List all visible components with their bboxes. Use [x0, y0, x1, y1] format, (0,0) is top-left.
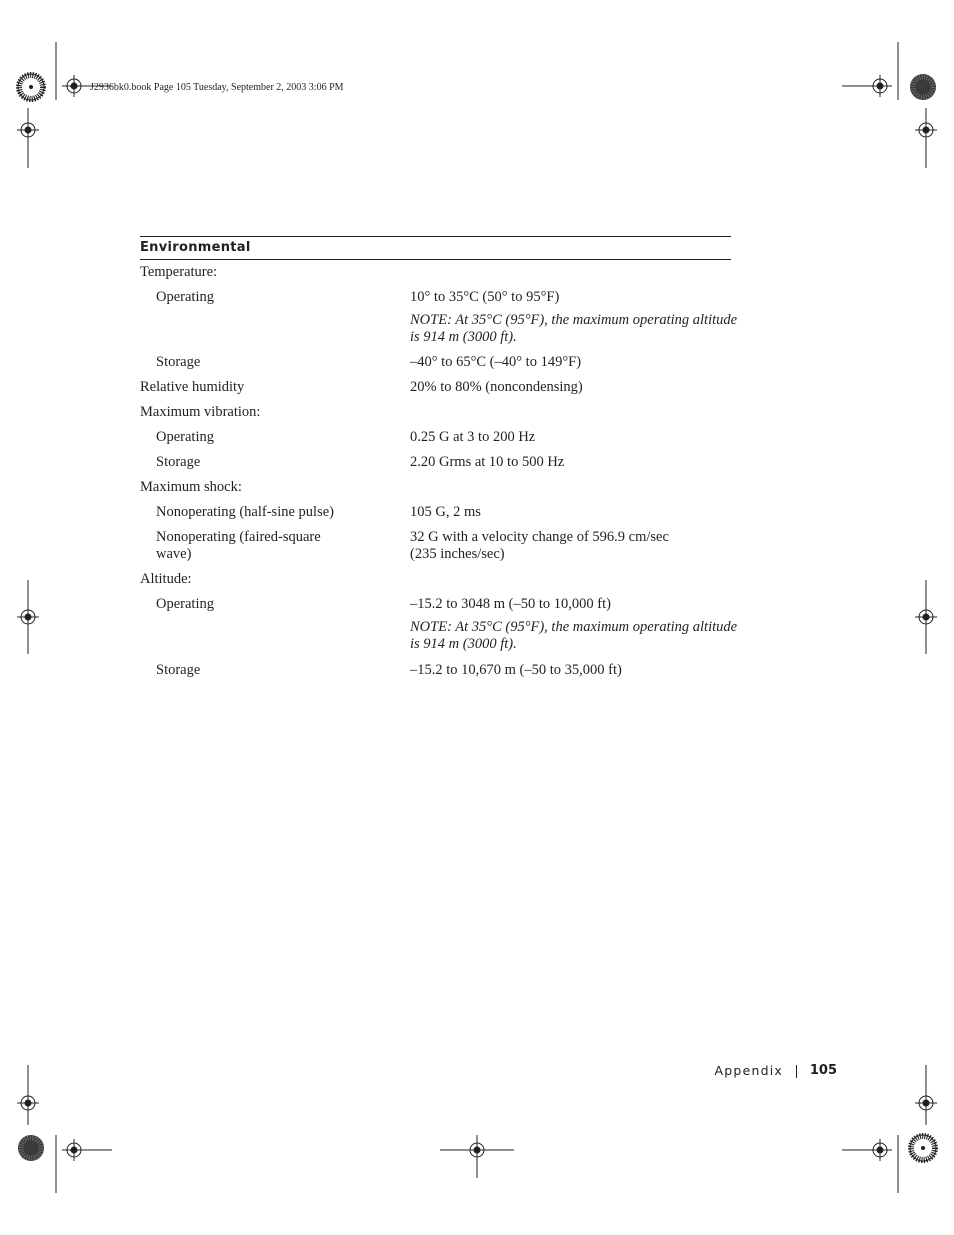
- footer-separator: [796, 1065, 797, 1078]
- alt-operating-label: Operating: [156, 596, 214, 612]
- temp-storage-label: Storage: [156, 354, 201, 370]
- humidity-label: Relative humidity: [140, 379, 245, 395]
- temp-operating-value: 10° to 35°C (50° to 95°F): [410, 289, 560, 305]
- shock-faired-value-line-1: 32 G with a velocity change of 596.9 cm/sec: [410, 529, 669, 545]
- altitude-label: Altitude:: [140, 571, 192, 587]
- vib-storage-label: Storage: [156, 454, 201, 470]
- temp-note-line-2: is 914 m (3000 ft).: [410, 329, 517, 345]
- print-header: J2936bk0.book Page 105 Tuesday, September 2, 2003 3:06 PM: [90, 82, 344, 93]
- temp-operating-label: Operating: [156, 289, 214, 305]
- section-title: Environmental: [140, 236, 731, 260]
- temp-storage-value: –40° to 65°C (–40° to 149°F): [410, 354, 582, 370]
- vibration-label: Maximum vibration:: [140, 404, 261, 420]
- shock-faired-label-line-1: Nonoperating (faired-square: [156, 529, 321, 545]
- alt-note-line-2: is 914 m (3000 ft).: [410, 636, 517, 652]
- alt-note-line-1: NOTE: At 35°C (95°F), the maximum operating altitude: [410, 619, 738, 635]
- alt-storage-value: –15.2 to 10,670 m (–50 to 35,000 ft): [410, 662, 622, 678]
- shock-half-sine-value: 105 G, 2 ms: [410, 504, 481, 520]
- page-number: 105: [809, 1063, 837, 1078]
- alt-storage-label: Storage: [156, 662, 201, 678]
- footer-section-name: Appendix: [714, 1063, 783, 1078]
- shock-half-sine-label: Nonoperating (half-sine pulse): [156, 504, 334, 520]
- temperature-label: Temperature:: [140, 264, 218, 280]
- shock-faired-value-line-2: (235 inches/sec): [410, 546, 505, 562]
- page-footer: [700, 1062, 837, 1080]
- environmental-spec-table: [140, 236, 738, 678]
- vib-operating-label: Operating: [156, 429, 214, 445]
- humidity-value: 20% to 80% (noncondensing): [410, 379, 583, 395]
- alt-operating-value: –15.2 to 3048 m (–50 to 10,000 ft): [410, 596, 611, 612]
- vib-storage-value: 2.20 Grms at 10 to 500 Hz: [410, 454, 565, 470]
- temp-note-line-1: NOTE: At 35°C (95°F), the maximum operating altitude: [410, 312, 738, 328]
- vib-operating-value: 0.25 G at 3 to 200 Hz: [410, 429, 536, 445]
- shock-label: Maximum shock:: [140, 479, 242, 495]
- shock-faired-label-line-2: wave): [156, 546, 192, 562]
